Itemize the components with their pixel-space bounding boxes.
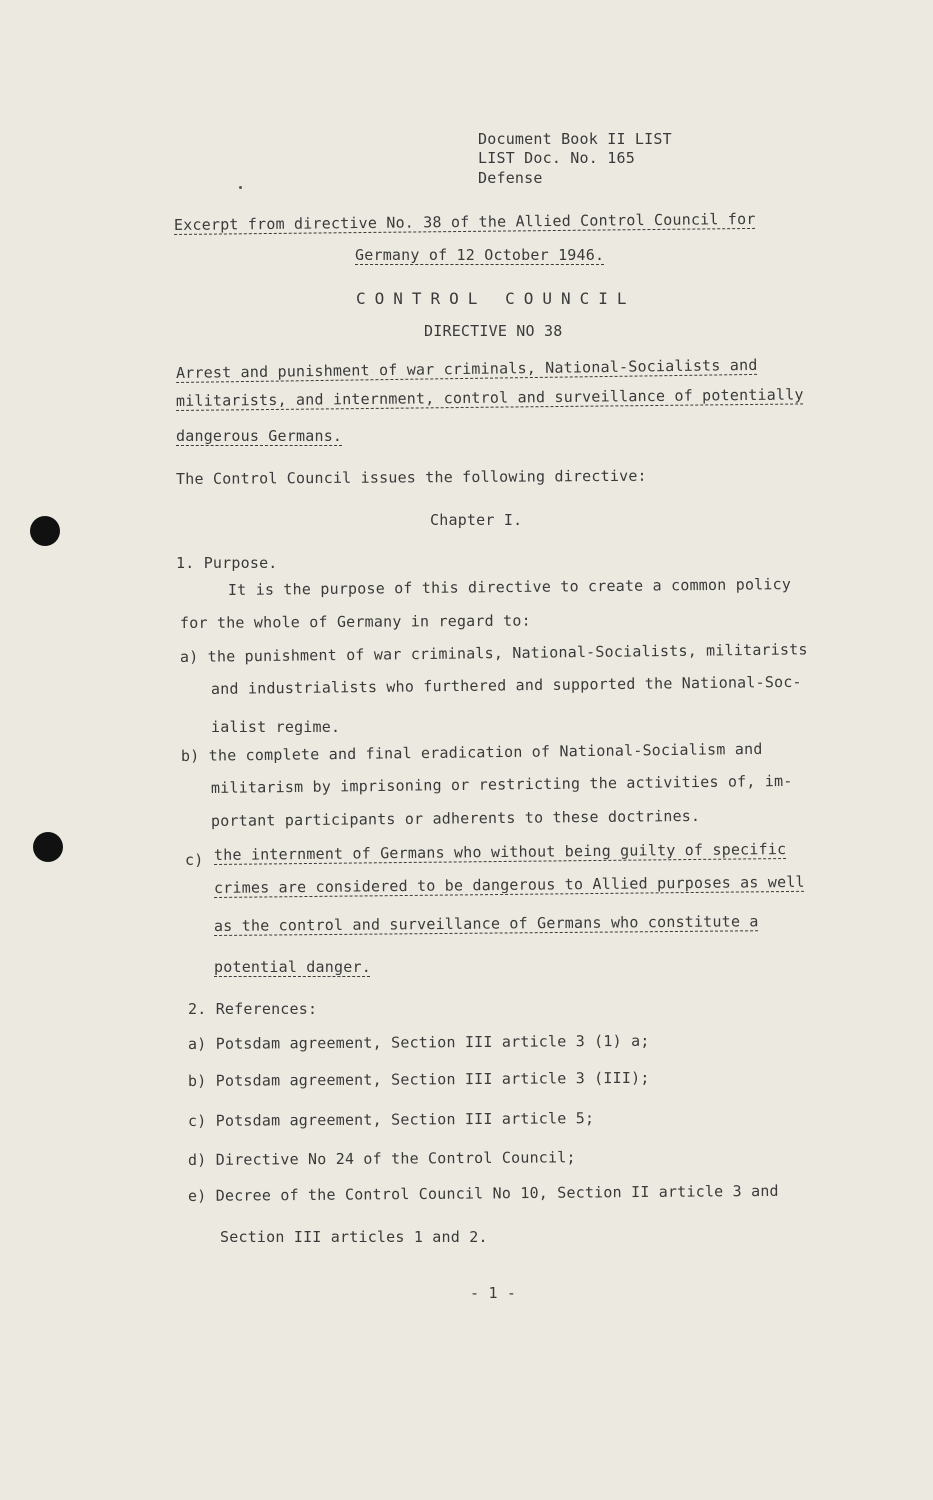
reference-e-line-1: e) Decree of the Control Council No 10, Section II article 3 and — [187, 1181, 779, 1205]
ink-speck — [239, 186, 242, 189]
purpose-c-line-4: potential danger. — [214, 958, 371, 976]
purpose-c-line-3: as the control and surveillance of Germans who constitute a — [213, 912, 759, 935]
header-book: Document Book II LIST — [478, 130, 672, 148]
purpose-heading: 1. Purpose. — [176, 554, 278, 572]
council-title: CONTROL COUNCIL — [356, 289, 636, 308]
punch-hole-bottom — [33, 832, 63, 862]
purpose-a-line-2: and industrialists who furthered and supported the National-Soc- — [210, 672, 802, 698]
excerpt-line-2: Germany of 12 October 1946. — [355, 246, 605, 264]
purpose-a-line-1: a) the punishment of war criminals, National-Socialists, militarists — [179, 640, 808, 666]
references-heading: 2. References: — [188, 1000, 318, 1018]
reference-b: b) Potsdam agreement, Section III article 3 (III); — [187, 1068, 650, 1090]
purpose-b-line-3: portant participants or adherents to these doctrines. — [210, 806, 701, 830]
header-doc-number: LIST Doc. No. 165 — [478, 149, 635, 167]
reference-c: c) Potsdam agreement, Section III article 5; — [187, 1109, 595, 1130]
purpose-text-1: It is the purpose of this directive to create a common policy — [227, 575, 792, 599]
purpose-c-line-2: crimes are considered to be dangerous to Allied purposes as well — [213, 872, 805, 897]
excerpt-line-1: Excerpt from directive No. 38 of the Allied Control Council for — [173, 209, 756, 234]
purpose-b-line-1: b) the complete and final eradication of National-Socialism and — [180, 739, 763, 765]
chapter-heading: Chapter I. — [430, 511, 523, 529]
reference-d: d) Directive No 24 of the Control Council; — [187, 1148, 576, 1169]
purpose-text-2: for the whole of Germany in regard to: — [179, 611, 531, 632]
purpose-c-line-1: the internment of Germans who without being guilty of specific — [213, 840, 787, 864]
header-defense: Defense — [478, 169, 543, 187]
page-number: - 1 - — [470, 1284, 517, 1302]
subject-line-2: militarists, and internment, control and surveillance of potentially — [175, 385, 804, 410]
punch-hole-top — [30, 516, 60, 546]
reference-e-line-2: Section III articles 1 and 2. — [220, 1228, 488, 1246]
subject-line-3: dangerous Germans. — [176, 427, 343, 445]
reference-a: a) Potsdam agreement, Section III article 3 (1) a; — [187, 1031, 650, 1053]
directive-title: DIRECTIVE NO 38 — [424, 322, 563, 340]
purpose-a-line-3: ialist regime. — [211, 718, 341, 736]
purpose-b-line-2: militarism by imprisoning or restricting the activities of, im- — [210, 771, 793, 797]
subject-line-1: Arrest and punishment of war criminals, National-Socialists and — [175, 355, 758, 382]
purpose-c-label: c) — [185, 851, 204, 869]
intro-text: The Control Council issues the following directive: — [175, 466, 647, 488]
